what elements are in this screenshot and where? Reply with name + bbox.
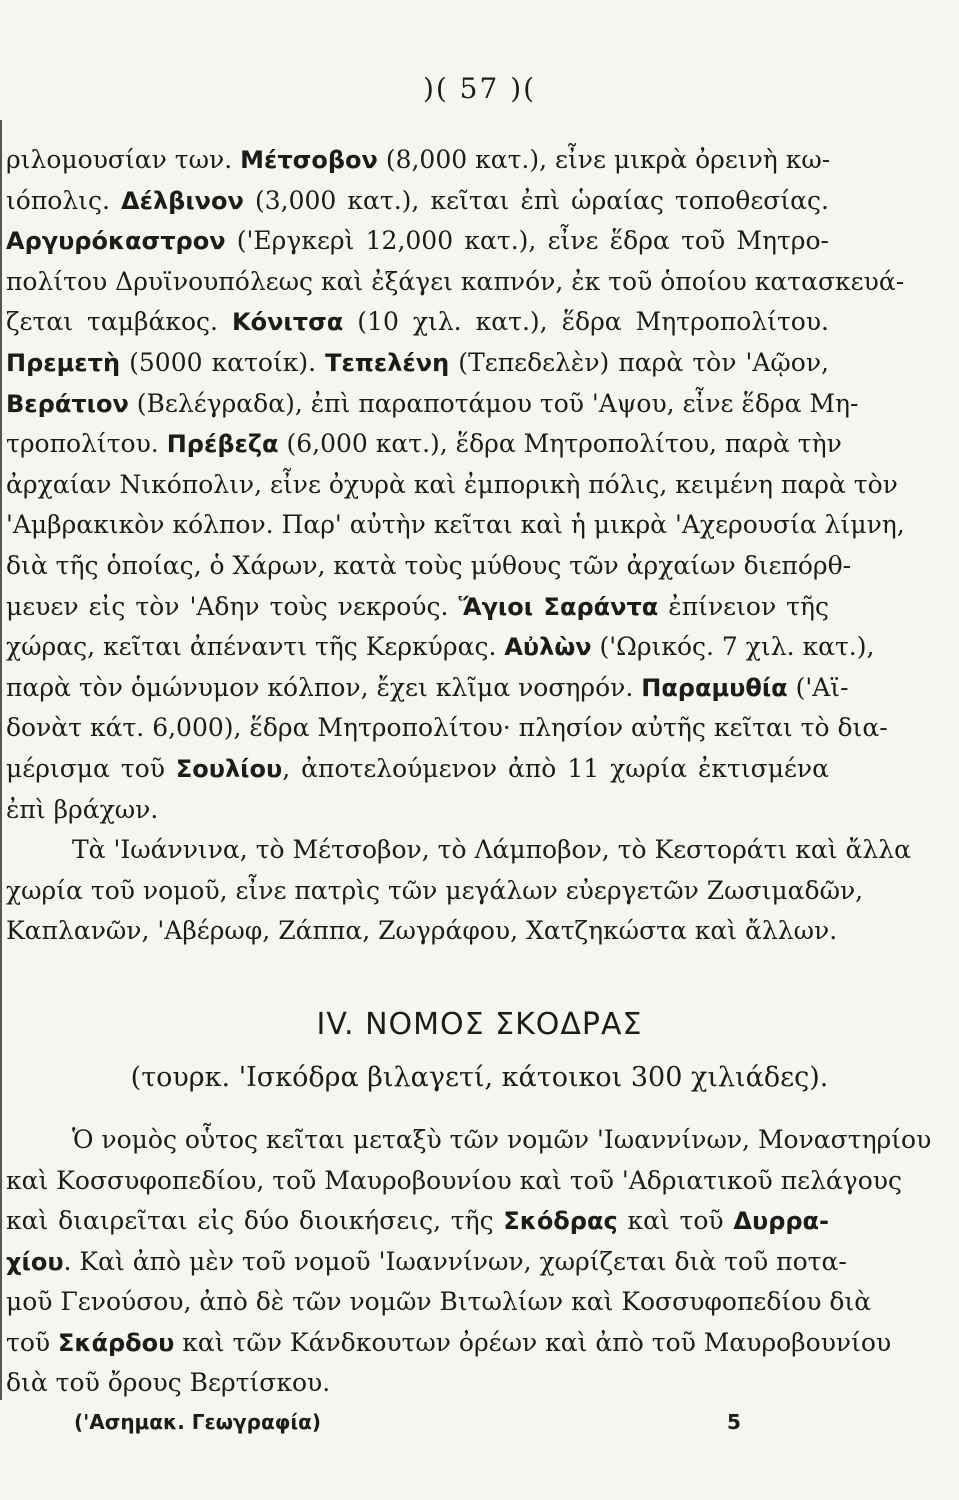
text-line <box>0 343 829 383</box>
text-run: μοῦ Γενούσου, ἀπὸ δὲ τῶν νομῶν Βιτωλίων καὶ Κοσσυφοπεδίου διὰ <box>6 1287 872 1316</box>
text-run: Τὰ 'Ιωάννινα, τὸ Μέτσοβον, τὸ Λάμποβον, τὸ Κεστοράτι καὶ ἄλλα <box>72 835 911 865</box>
footer-signature: 5 <box>727 1410 741 1434</box>
text-line <box>0 181 829 221</box>
section-title: IV. ΝΟΜΟΣ ΣΚΟΔΡΑΣ <box>316 1007 643 1042</box>
text-line <box>0 1323 892 1363</box>
bold-place-name: Βεράτιον <box>6 389 129 418</box>
text-line <box>0 1242 847 1282</box>
text-run: Καπλανῶν, 'Αβέρωφ, Ζάππα, Ζωγράφου, Χατζηκώστα καὶ ἄλλων. <box>6 916 838 946</box>
text-run: . Καὶ ἀπὸ μὲν τοῦ νομοῦ 'Ιωαννίνων, χωρίζεται διὰ τοῦ ποτα- <box>63 1246 847 1276</box>
text-run: ιόπολις. <box>6 185 122 215</box>
text-line <box>0 668 849 708</box>
text-line <box>0 1201 829 1241</box>
text-run: καὶ τῶν Κάνδκουτων ὀρέων καὶ ἀπὸ τοῦ Μαυροβουνίου <box>174 1327 892 1357</box>
text-run: καὶ τοῦ <box>617 1206 734 1235</box>
bold-place-name: Παραμυθία <box>641 673 788 702</box>
text-line <box>0 871 864 911</box>
text-run: μευεν εἰς τὸν 'Αδην τοὺς νεκρούς. <box>6 591 459 621</box>
bold-place-name: Σκόδρας <box>503 1207 618 1235</box>
bold-place-name: Αργυρόκαστρον <box>6 227 226 256</box>
text-run: τροπολίτου. <box>6 429 167 459</box>
text-line <box>0 749 829 789</box>
bold-place-name: Αὐλὼν <box>504 633 592 662</box>
text-line <box>0 911 838 951</box>
text-line <box>0 140 829 180</box>
text-line <box>0 830 911 870</box>
text-run: (10 χιλ. κατ.), ἕδρα Μητροπολίτου. <box>343 307 829 337</box>
text-line <box>0 1282 872 1322</box>
bold-place-name: Ἅγιοι Σαράντα <box>458 592 659 621</box>
text-run: ἐπίνειον τῆς <box>658 591 829 621</box>
text-run: χώρας, κεῖται ἀπέναντι τῆς Κερκύρας. <box>6 632 505 662</box>
text-line <box>0 262 905 302</box>
text-line <box>0 790 829 830</box>
text-run: παρὰ τὸν ὁμώνυμον κόλπον, ἔχει κλῖμα νοσηρόν. <box>6 672 642 702</box>
bold-place-name: Πρεμετὴ <box>6 349 121 377</box>
bold-place-name: Κόνιτσα <box>231 308 344 337</box>
text-line <box>0 1120 932 1160</box>
text-run: , ἀποτελούμενον ἀπὸ 11 χωρία ἐκτισμένα <box>282 754 829 783</box>
bold-place-name: Τεπελένη <box>325 349 450 377</box>
bold-place-name: Δέλβινον <box>121 186 244 215</box>
text-run: ριλομουσίαν των. <box>6 145 241 174</box>
text-run: διὰ τοῦ ὄρους Βερτίσκου. <box>6 1368 331 1397</box>
text-run: πολίτου Δρυϊνουπόλεως καὶ ἐξάγει καπνόν, ἐκ τοῦ ὁποίου κατασκευά- <box>6 266 905 296</box>
text-line <box>0 1363 829 1403</box>
bold-place-name: Μέτσοβον <box>240 146 378 174</box>
text-run: ἐπὶ βράχων. <box>6 794 159 824</box>
text-run: 'Αμβρακικὸν κόλπον. Παρ' αὐτὴν κεῖται καὶ ἡ μικρὰ 'Αχερουσία λίμνη, <box>6 510 905 540</box>
bold-place-name: Δυρρα- <box>733 1207 829 1235</box>
text-line <box>0 1161 902 1201</box>
text-run: (Τεπεδελὲν) παρὰ τὸν 'Αῷον, <box>449 348 829 377</box>
text-line <box>0 384 859 424</box>
page-number-header: )( 57 )( <box>422 72 537 105</box>
text-line <box>0 708 888 748</box>
text-run: διὰ τῆς ὁποίας, ὁ Χάρων, κατὰ τοὺς μύθους τῶν ἀρχαίων διεπόρθ- <box>6 551 852 580</box>
text-run: μέρισμα τοῦ <box>6 754 176 783</box>
section-subtitle: (τουρκ. 'Ισκόδρα βιλαγετί, κάτοικοι 300 χιλιάδες). <box>130 1062 829 1093</box>
text-run: (6,000 κατ.), ἕδρα Μητροπολίτου, παρὰ τὴν <box>278 429 842 459</box>
text-run: ('Ωρικός. 7 χιλ. κατ.), <box>591 632 875 662</box>
text-run: (8,000 κατ.), εἶνε μικρὰ ὀρεινὴ κω- <box>377 145 831 174</box>
text-line <box>0 627 875 667</box>
text-line <box>0 302 829 342</box>
text-run: χωρία τοῦ νομοῦ, εἶνε πατρὶς τῶν μεγάλων εὐεργετῶν Ζωσιμαδῶν, <box>6 875 864 905</box>
text-run: τοῦ <box>6 1327 59 1357</box>
text-run: (5000 κατοίκ). <box>120 348 326 377</box>
text-line <box>0 587 829 627</box>
bold-place-name: Σουλίου <box>175 755 283 783</box>
text-line <box>0 505 905 545</box>
text-run: (Βελέγραδα), ἐπὶ παραποτάμου τοῦ 'Αψου, εἶνε ἕδρα Μη- <box>128 388 859 418</box>
text-line <box>0 424 842 464</box>
text-line <box>0 465 898 505</box>
text-run: καὶ διαιρεῖται εἰς δύο διοικήσεις, τῆς <box>6 1206 504 1235</box>
text-run: ἀρχαίαν Νικόπολιν, εἶνε ὀχυρὰ καὶ ἐμπορικὴ πόλις, κειμένη παρὰ τὸν <box>6 469 898 499</box>
text-run: ('Αϊ- <box>787 672 849 702</box>
text-line <box>0 546 852 586</box>
text-run: δονὰτ κάτ. 6,000), ἕδρα Μητροπολίτου· πλησίον αὐτῆς κεῖται τὸ δια- <box>6 713 888 743</box>
text-run: Ὁ νομὸς οὗτος κεῖται μεταξὺ τῶν νομῶν 'Ιωαννίνων, Μοναστηρίου <box>72 1125 932 1154</box>
text-run: ζεται ταμβάκος. <box>6 307 232 337</box>
text-run: ('Εργκερὶ 12,000 κατ.), εἶνε ἕδρα τοῦ Μητρο- <box>225 226 829 256</box>
text-line <box>0 221 829 261</box>
bold-place-name: Πρέβεζα <box>166 430 279 459</box>
text-run: καὶ Κοσσυφοπεδίου, τοῦ Μαυροβουνίου καὶ τοῦ 'Αδριατικοῦ πελάγους <box>6 1165 902 1195</box>
text-run: (3,000 κατ.), κεῖται ἐπὶ ὡραίας τοποθεσίας. <box>243 185 829 215</box>
footer-source: ('Ασημακ. Γεωγραφία) <box>74 1410 322 1434</box>
bold-place-name: χίου <box>6 1247 64 1276</box>
bold-place-name: Σκάρδου <box>58 1328 175 1357</box>
